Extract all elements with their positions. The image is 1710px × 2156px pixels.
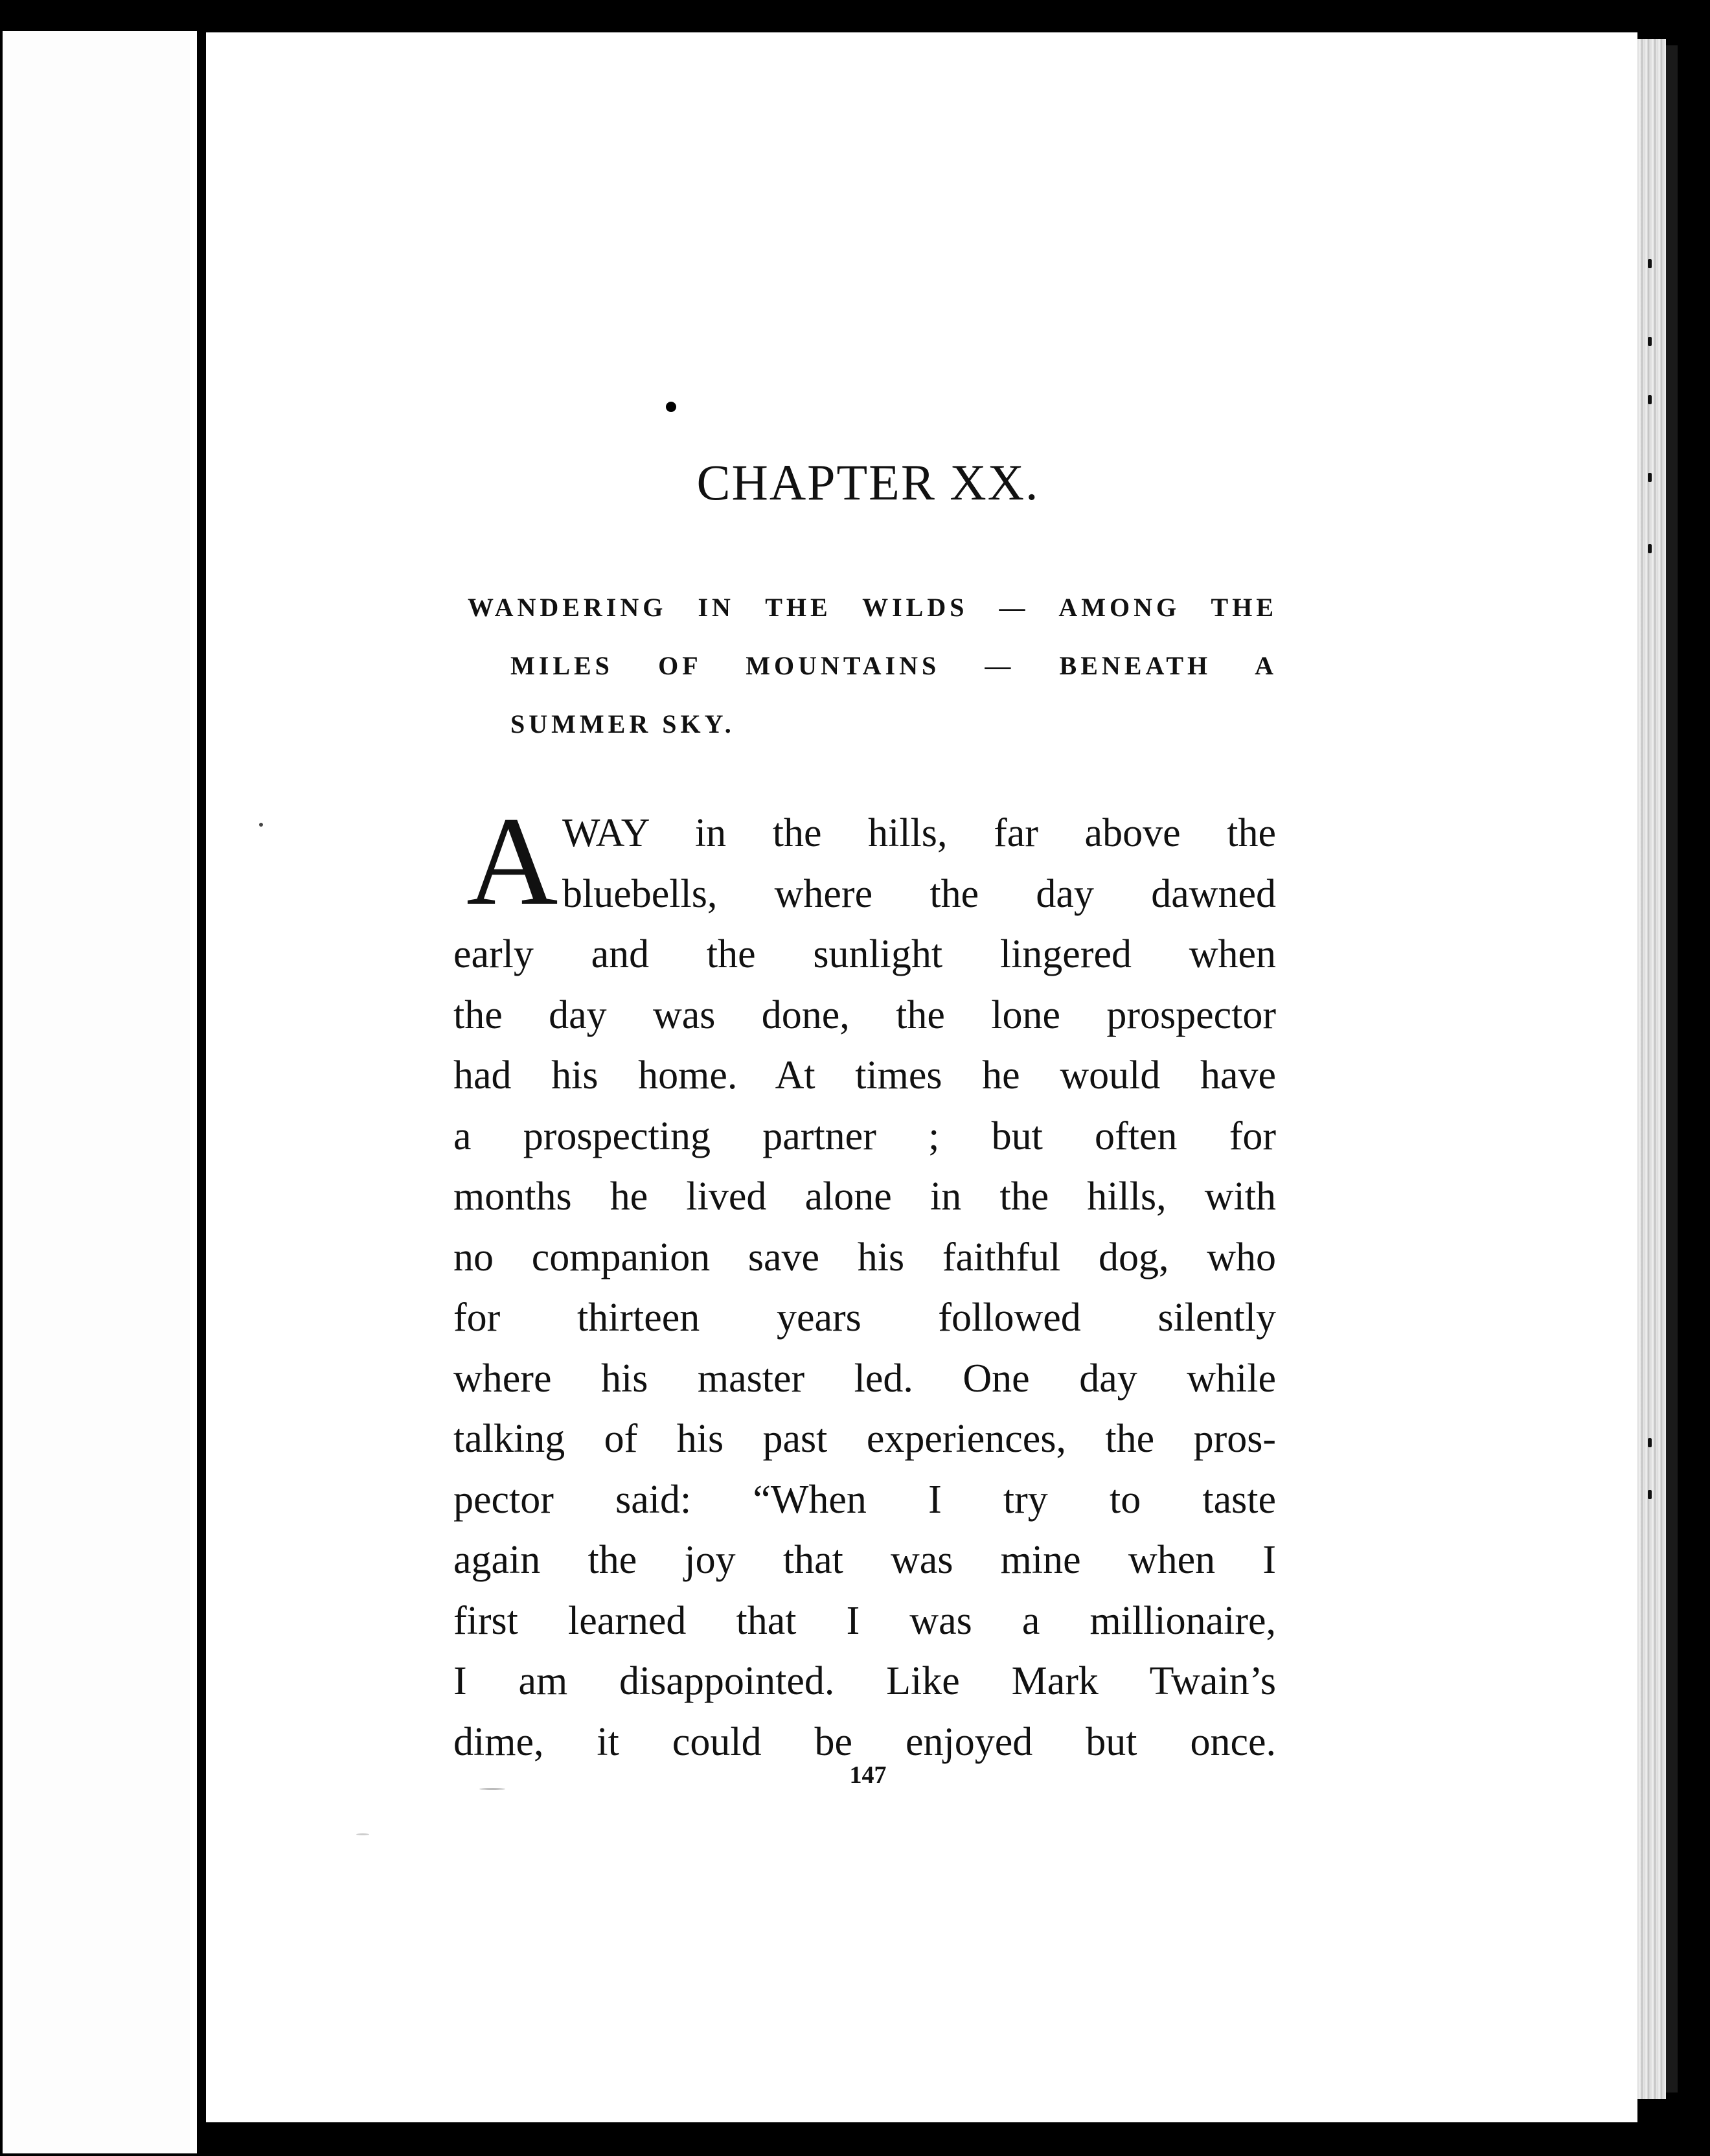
ornament-dot — [666, 402, 676, 412]
text-line: WAY in the hills, far above the — [562, 811, 1276, 855]
summary-line: SUMMER SKY. — [510, 709, 735, 739]
scan-speck — [356, 1833, 369, 1835]
text-line: the day was done, the lone prospector — [453, 992, 1276, 1037]
facing-page-edge — [3, 31, 197, 2153]
edge-marks — [1644, 259, 1657, 1555]
book-gutter — [197, 0, 202, 2156]
body-paragraph — [453, 803, 1276, 1772]
text-line: where his master led. One day while — [453, 1356, 1276, 1401]
text-line: for thirteen years followed silently — [453, 1296, 1276, 1340]
text-line: pector said: “When I try to taste — [453, 1477, 1276, 1522]
text-line: dime, it could be enjoyed but once. — [453, 1719, 1276, 1764]
text-line: had his home. At times he would have — [453, 1053, 1276, 1097]
summary-line: MILES OF MOUNTAINS — BENEATH A — [510, 651, 1277, 680]
text-line: talking of his past experiences, the pros- — [453, 1417, 1276, 1461]
text-line: a prospecting partner ; but often for — [453, 1114, 1276, 1158]
chapter-title: CHAPTER XX. — [696, 454, 1040, 510]
summary-line: WANDERING IN THE WILDS — AMONG THE — [468, 593, 1277, 622]
text-line: first learned that I was a millionaire, — [453, 1598, 1276, 1643]
text-line: no companion save his faithful dog, who — [453, 1235, 1276, 1279]
text-line: early and the sunlight lingered when — [453, 932, 1276, 976]
chapter-summary — [468, 579, 1277, 753]
text-line: I am disappointed. Like Mark Twain’s — [453, 1659, 1276, 1703]
text-line: bluebells, where the day dawned — [562, 871, 1276, 916]
text-line: months he lived alone in the hills, with — [453, 1175, 1276, 1219]
drop-cap: A — [466, 791, 558, 932]
page-number: 147 — [849, 1761, 887, 1789]
scan-speck — [259, 823, 263, 827]
book-cover-edge — [1666, 45, 1678, 2093]
scan-speck — [479, 1788, 505, 1790]
text-line: again the joy that was mine when I — [453, 1538, 1276, 1582]
